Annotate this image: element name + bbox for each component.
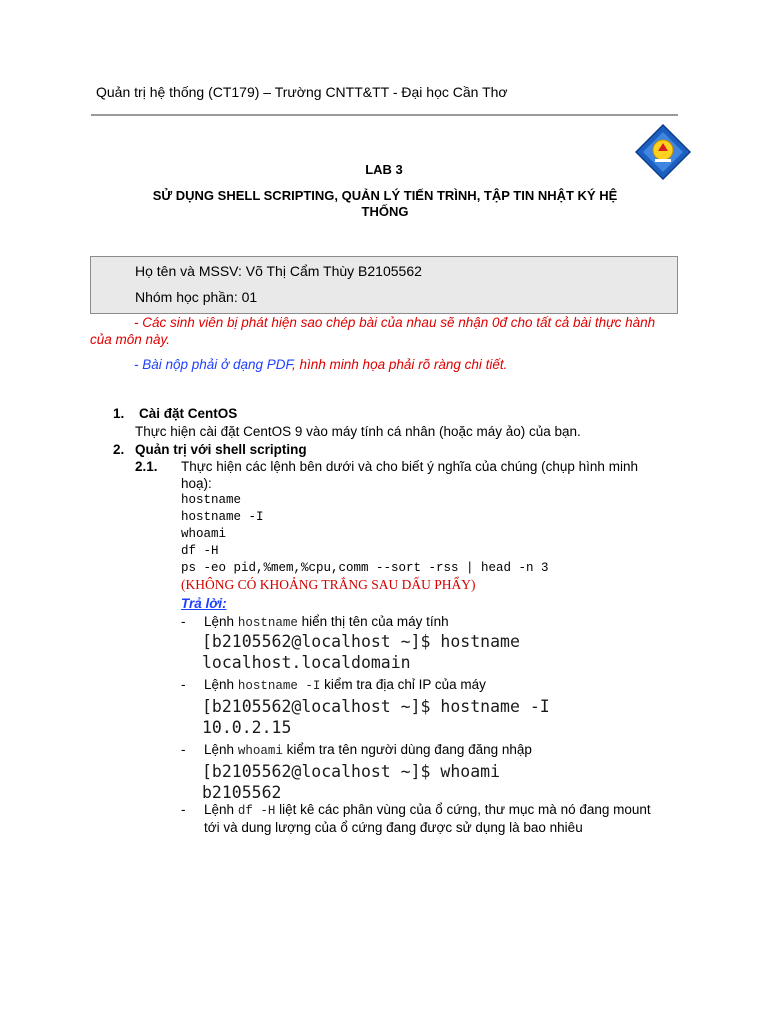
command-line: ps -eo pid,%mem,%cpu,comm --sort -rss | head -n 3 (181, 561, 549, 575)
bullet-command: df -H (237, 804, 276, 818)
submission-note (134, 357, 507, 372)
bullet-prefix: Lệnh (204, 614, 235, 629)
section-1-number: 1. (113, 406, 125, 421)
image-requirement: , hình minh họa phải rõ ràng chi tiết. (292, 357, 508, 372)
bullet-dash: - (181, 802, 186, 817)
answer-label: Trả lời: (181, 596, 227, 611)
command-line: hostname (181, 493, 242, 507)
bullet-command: whoami (237, 744, 283, 758)
terminal-screenshot (198, 696, 554, 738)
answer-item-text (204, 742, 532, 758)
terminal-screenshot (198, 631, 524, 673)
terminal-prompt-line: [b2105562@localhost ~]$ hostname -I (202, 697, 550, 716)
bullet-description: liệt kê các phân vùng của ổ cứng, thư mục mà nó đang mount (279, 802, 651, 817)
course-header: Quản trị hệ thống (CT179) – Trường CNTT&TT - Đại học Cần Thơ (96, 84, 508, 100)
terminal-output-line: localhost.localdomain (202, 653, 411, 672)
terminal-output-line: b2105562 (202, 783, 282, 802)
section-2-title: Quản trị với shell scripting (135, 442, 307, 457)
section-2-number: 2. (113, 442, 125, 457)
terminal-prompt-line: [b2105562@localhost ~]$ whoami (202, 762, 501, 781)
command-line: df -H (181, 544, 219, 558)
bullet-dash: - (181, 742, 186, 757)
student-name: Họ tên và MSSV: Võ Thị Cẩm Thùy B2105562 (135, 263, 422, 279)
bullet-description-continued: tới và dung lượng của ổ cứng đang được sử dụng là bao nhiêu (204, 820, 583, 835)
bullet-prefix: Lệnh (204, 677, 235, 692)
bullet-dash: - (181, 677, 186, 692)
bullet-prefix: Lệnh (204, 802, 235, 817)
lab-number: LAB 3 (365, 162, 403, 177)
no-space-note: (KHÔNG CÓ KHOẢNG TRẮNG SAU DẤU PHẨY) (181, 577, 476, 592)
bullet-command: hostname -I (237, 679, 321, 693)
bullet-description: hiển thị tên của máy tính (301, 614, 449, 629)
student-group: Nhóm học phần: 01 (135, 289, 258, 305)
section-2-1-line-2: hoạ): (181, 476, 212, 491)
bullet-prefix: Lệnh (204, 742, 235, 757)
header-divider (91, 114, 678, 116)
lab-title (150, 188, 620, 220)
answer-item-text (204, 677, 486, 693)
terminal-prompt-line: [b2105562@localhost ~]$ hostname (202, 632, 520, 651)
lab-title-line-2: THỐNG (361, 204, 409, 219)
pdf-requirement: - Bài nộp phải ở dạng PDF (134, 357, 293, 372)
bullet-command: hostname (237, 616, 298, 630)
command-line: whoami (181, 527, 227, 541)
answer-item-text (204, 614, 449, 630)
terminal-screenshot (198, 761, 504, 803)
student-info-box (90, 256, 678, 314)
plagiarism-warning (90, 314, 682, 348)
command-line: hostname -I (181, 510, 264, 524)
section-2-1-number: 2.1. (135, 459, 158, 474)
warning-line-1: - Các sinh viên bị phát hiện sao chép bài của nhau sẽ nhận 0đ cho tất cả bài thực hành (134, 315, 656, 330)
command-list (181, 492, 549, 577)
lab-title-line-1: SỬ DỤNG SHELL SCRIPTING, QUẢN LÝ TIẾN TRÌNH, TẬP TIN NHẬT KÝ HỆ (152, 188, 618, 203)
answer-item-text (204, 802, 651, 818)
section-2-1-line-1: Thực hiện các lệnh bên dưới và cho biết ý nghĩa của chúng (chụp hình minh (181, 459, 638, 474)
bullet-dash: - (181, 614, 186, 629)
bullet-description: kiểm tra địa chỉ IP của máy (324, 677, 486, 692)
section-1-title: Cài đặt CentOS (139, 406, 238, 421)
bullet-description: kiểm tra tên người dùng đang đăng nhập (286, 742, 532, 757)
warning-line-2: của môn này. (90, 332, 171, 347)
section-1-body: Thực hiện cài đặt CentOS 9 vào máy tính cá nhân (hoặc máy ảo) của bạn. (135, 424, 581, 439)
terminal-output-line: 10.0.2.15 (202, 718, 292, 737)
